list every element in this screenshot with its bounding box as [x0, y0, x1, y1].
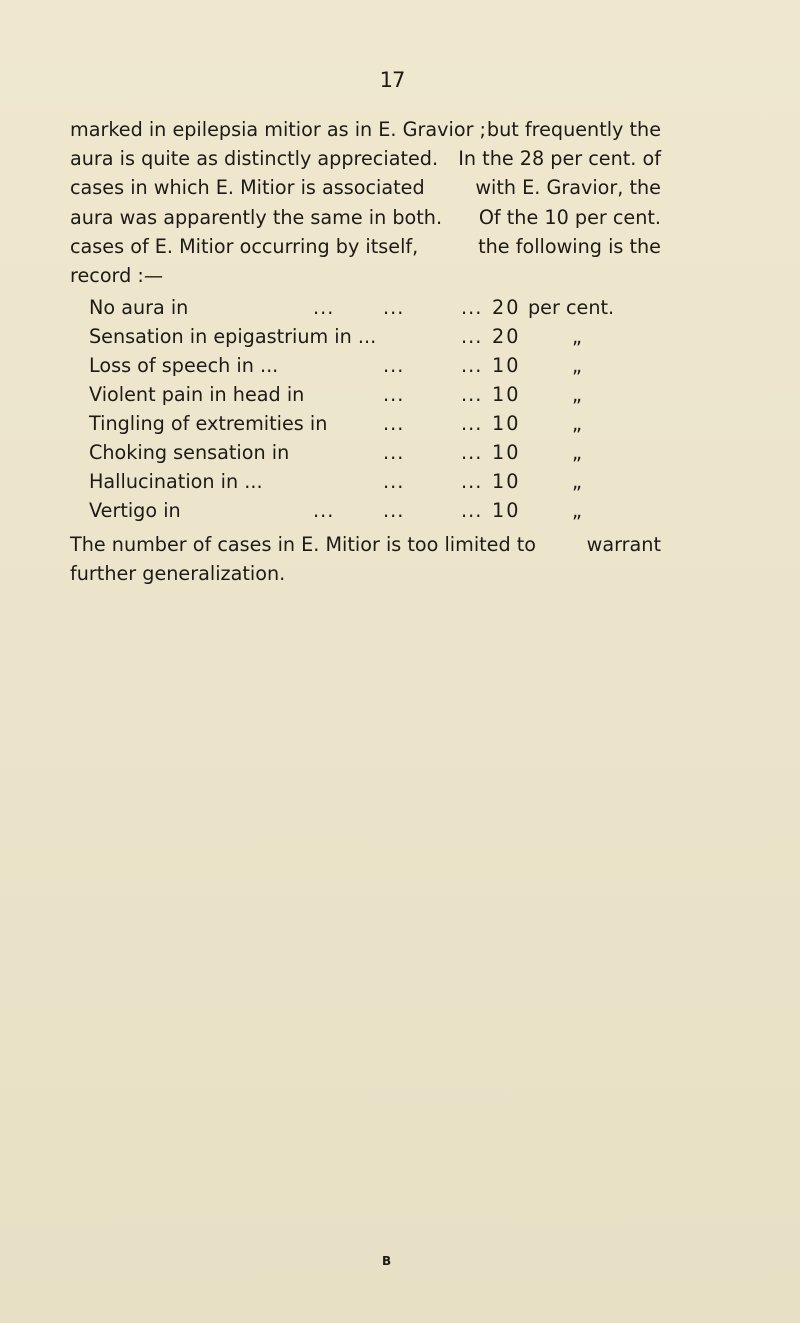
- leader-dots: ...: [383, 383, 405, 406]
- leader-dots: ...: [461, 325, 483, 348]
- record-row: [0, 351, 582, 380]
- record-row: [0, 380, 582, 409]
- row-value: 20: [492, 325, 521, 348]
- ditto-mark: „: [572, 383, 582, 406]
- text-segment: The number of cases in E. Mitior is too limited to: [70, 533, 537, 556]
- record-row: [0, 409, 582, 438]
- row-label: Choking sensation in: [89, 441, 290, 464]
- closing-paragraph: [70, 530, 661, 588]
- row-value: 10: [492, 499, 521, 522]
- leader-dots: ...: [461, 383, 483, 406]
- record-row: [0, 496, 582, 525]
- row-value: 10: [492, 383, 521, 406]
- text-segment: with E. Gravior, the: [475, 176, 661, 200]
- ditto-mark: „: [572, 499, 582, 522]
- text-line: [70, 115, 661, 144]
- row-label: Violent pain in head in: [89, 383, 305, 406]
- record-row: [0, 322, 582, 351]
- text-segment: cases in which E. Mitior is associated: [70, 176, 425, 200]
- ditto-mark: „: [572, 441, 582, 464]
- leader-dots: ...: [313, 499, 335, 522]
- text-segment: aura was apparently the same in both.: [70, 205, 443, 229]
- text-segment: marked in epilepsia mitior as in E. Gravior ;: [70, 118, 487, 141]
- text-line: [70, 203, 661, 232]
- page-number: 17: [379, 68, 405, 92]
- row-value: 10: [492, 470, 521, 493]
- text-segment: aura is quite as distinctly appreciated.: [70, 147, 439, 171]
- leader-dots: ...: [461, 470, 483, 493]
- row-label: Tingling of extremities in: [89, 412, 328, 435]
- record-row: [0, 293, 615, 322]
- leader-dots: ...: [461, 354, 483, 377]
- text-segment: cases of E. Mitior occurring by itself,: [70, 234, 419, 258]
- text-segment: record :—: [70, 263, 164, 287]
- row-unit: per cent.: [528, 296, 615, 319]
- text-segment: Of the 10 per cent.: [478, 205, 661, 229]
- ditto-mark: „: [572, 470, 582, 493]
- leader-dots: ...: [383, 441, 405, 464]
- row-value: 10: [492, 441, 521, 464]
- row-label: No aura in: [89, 296, 189, 319]
- text-segment: the following is the: [478, 234, 661, 258]
- row-label: Sensation in epigastrium in ...: [89, 325, 377, 348]
- text-segment: further generalization.: [70, 562, 286, 585]
- row-value: 10: [492, 354, 521, 377]
- leader-dots: ...: [461, 499, 483, 522]
- row-label: Hallucination in ...: [89, 470, 263, 493]
- leader-dots: ...: [313, 296, 335, 319]
- text-segment: In the 28 per cent. of: [458, 147, 661, 171]
- text-line: [70, 530, 661, 559]
- leader-dots: ...: [383, 296, 405, 319]
- ditto-mark: „: [572, 354, 582, 377]
- row-value: 20: [492, 296, 521, 319]
- text-line: [70, 261, 661, 290]
- signature-mark: B: [382, 1254, 392, 1268]
- leader-dots: ...: [383, 470, 405, 493]
- leader-dots: ...: [461, 441, 483, 464]
- text-line: [70, 559, 661, 588]
- leader-dots: ...: [383, 354, 405, 377]
- leader-dots: ...: [461, 412, 483, 435]
- text-line: [70, 232, 661, 261]
- ditto-mark: „: [572, 325, 582, 348]
- text-segment: but frequently the: [486, 118, 661, 141]
- leader-dots: ...: [461, 296, 483, 319]
- intro-paragraph: [70, 115, 661, 290]
- row-label: Vertigo in: [89, 499, 181, 522]
- text-line: [70, 173, 661, 202]
- row-label: Loss of speech in ...: [89, 354, 279, 377]
- record-row: [0, 438, 582, 467]
- ditto-mark: „: [572, 412, 582, 435]
- record-row: [0, 467, 582, 496]
- text-line: [70, 144, 661, 173]
- row-value: 10: [492, 412, 521, 435]
- text-segment: warrant: [586, 533, 661, 556]
- leader-dots: ...: [383, 499, 405, 522]
- leader-dots: ...: [383, 412, 405, 435]
